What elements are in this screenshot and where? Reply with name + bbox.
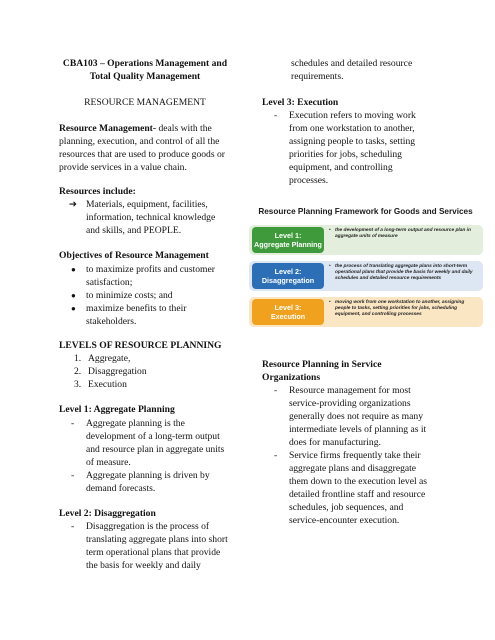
list-item: [59, 469, 244, 495]
level3-b1-line-6: processes.: [289, 175, 329, 186]
level2-continued: [291, 57, 481, 83]
level1-b2-line-1: Aggregate planning is driven by: [86, 470, 210, 481]
service-b1-line-2: service-providing organizations: [289, 398, 411, 409]
service-b1-line-1: Resource management for most: [289, 385, 411, 396]
dash-marker: -: [71, 470, 75, 481]
resources-list: [59, 198, 244, 237]
title-line-2: Total Quality Management: [89, 71, 201, 82]
service-b1-line-3: generally does not require as many: [289, 411, 423, 422]
level2-desc-line-2: operational plans that provide the basis for weekly and daily: [335, 269, 473, 275]
level2-list: [59, 520, 244, 572]
bullet-icon: ●: [71, 291, 76, 300]
service-b2-line-4: detailed frontline staff and resource: [289, 489, 426, 500]
list-item: 1. Aggregate,: [74, 353, 131, 364]
service-heading-line-2: Organizations: [262, 372, 321, 383]
definition-line-3: resources that are used to produce goods or: [59, 149, 225, 160]
definition-term: Resource Management-: [59, 123, 157, 134]
bullet-icon: •: [329, 300, 331, 305]
objective-1-line-1: to maximize profits and customer: [86, 264, 215, 275]
service-heading: [262, 358, 482, 384]
service-heading-line-1: Resource Planning in Service: [262, 359, 382, 370]
definition-paragraph: [59, 122, 244, 174]
level3-description: [329, 300, 485, 324]
level3-heading: Level 3: Execution: [262, 97, 339, 108]
bullet-icon: •: [329, 228, 331, 233]
list-item: [59, 263, 244, 289]
level2-b1-line-1: Disaggregation is the process of: [86, 521, 210, 532]
document-title: [52, 57, 238, 83]
level-name-1: Aggregate,: [88, 353, 131, 364]
level1-b1-line-2: development of a long-term output: [86, 431, 220, 442]
level3-b1-line-1: Execution refers to moving work: [289, 110, 416, 121]
dash-marker: -: [71, 418, 75, 429]
levels-heading: LEVELS OF RESOURCE PLANNING: [59, 340, 222, 351]
service-b2-line-2: aggregate plans and disaggregate: [289, 463, 417, 474]
objective-3-line-1: maximize benefits to their: [86, 303, 187, 314]
figure-title: Resource Planning Framework for Goods and Services: [258, 207, 473, 216]
service-b2-line-1: Service firms frequently take their: [289, 450, 421, 461]
service-b2-line-5: schedules, job sequences, and: [289, 502, 404, 513]
level2-desc-line-3: schedules and detailed resource requirements: [335, 275, 442, 281]
level1-b1-line-4: of measure.: [86, 457, 131, 468]
level3-badge-line-1: Level 3:: [274, 303, 302, 312]
framework-figure: [246, 205, 485, 331]
list-item: 3. Execution: [74, 379, 127, 390]
level1-description: [329, 228, 485, 252]
level2-cont-line-2: requirements.: [291, 71, 344, 82]
service-b1-line-4: intermediate levels of planning as it: [289, 424, 427, 435]
title-line-1: CBA103 – Operations Management and: [62, 58, 228, 69]
level3-b1-line-4: priorities for jobs, scheduling: [289, 149, 402, 160]
level3-b1-line-2: from one workstation to another,: [289, 123, 415, 134]
level1-desc-line-1: the development of a long-term output and resource plan in: [335, 228, 471, 233]
level2-badge-line-2: Disaggregation: [261, 276, 315, 285]
bullet-icon: ●: [71, 265, 76, 274]
level3-desc-line-3: equipment, and controlling processes: [335, 311, 422, 317]
level2-heading: Level 2: Disaggregation: [59, 508, 156, 519]
service-b2-line-6: service-encounter execution.: [289, 515, 400, 526]
bullet-icon: ●: [71, 304, 76, 313]
list-item: [59, 302, 244, 328]
objectives-list: [59, 263, 244, 328]
objectives-heading: Objectives of Resource Management: [59, 250, 209, 261]
level2-badge-line-1: Level 2:: [274, 267, 302, 276]
service-b1-line-5: does for manufacturing.: [289, 437, 381, 448]
list-item: [262, 384, 482, 449]
service-b2-line-3: them down to the execution level as: [289, 476, 428, 487]
level2-desc-line-1: the process of translating aggregate plans into short-term: [335, 264, 468, 269]
level3-list: [262, 109, 482, 187]
level3-badge: [252, 299, 324, 325]
objective-2-line-1: to minimize costs; and: [86, 290, 173, 301]
level1-badge-line-1: Level 1:: [274, 231, 302, 240]
level2-b1-line-4: the basis for weekly and daily: [86, 560, 201, 571]
figure-row-level3: [249, 297, 483, 327]
level1-b1-line-1: Aggregate planning is the: [86, 418, 185, 429]
section-subtitle: RESOURCE MANAGEMENT: [84, 97, 206, 108]
level1-badge: [252, 227, 324, 253]
level1-badge-line-2: Aggregate Planning: [254, 240, 322, 249]
level2-b1-line-3: term operational plans that provide: [86, 547, 221, 558]
resources-line-2: information, technical knowledge: [86, 212, 216, 223]
level1-b2-line-2: demand forecasts.: [86, 483, 156, 494]
level1-heading: Level 1: Aggregate Planning: [59, 404, 175, 415]
level3-badge-line-2: Execution: [270, 312, 306, 321]
service-list: [262, 384, 482, 527]
figure-row-level1: [249, 225, 483, 255]
resources-line-3: and skills, and PEOPLE.: [86, 225, 182, 236]
figure-row-level2: [249, 261, 483, 291]
level2-description: [329, 264, 485, 288]
resources-line-1: Materials, equipment, facilities,: [86, 199, 208, 210]
objective-1-line-2: satisfaction;: [86, 277, 133, 288]
dash-marker: -: [274, 450, 278, 461]
bullet-icon: •: [329, 264, 331, 269]
levels-list: [59, 352, 244, 391]
level1-list: [59, 417, 244, 495]
list-item: [59, 198, 244, 237]
resources-heading: Resources include:: [59, 186, 136, 197]
level1-desc-line-2: aggregate units of measure: [335, 233, 398, 239]
list-item: [59, 520, 244, 572]
level1-b1-line-3: and resource plan in aggregate units: [86, 444, 225, 455]
list-item: [262, 109, 482, 187]
level3-b1-line-5: equipment, and controlling: [289, 162, 393, 173]
level2-cont-line-1: schedules and detailed resource: [291, 58, 413, 69]
list-item: 2. Disaggregation: [74, 366, 147, 377]
dash-marker: -: [71, 521, 75, 532]
level2-b1-line-2: translating aggregate plans into short: [86, 534, 228, 545]
definition-line-1: deals with the: [156, 123, 212, 134]
list-item: [59, 417, 244, 469]
level-name-2: Disaggregation: [88, 366, 147, 377]
level2-badge: [252, 263, 324, 289]
objective-3-line-2: stakeholders.: [86, 316, 137, 327]
level3-desc-line-2: people to tasks, setting priorities for jobs, scheduling: [335, 305, 458, 311]
level-name-3: Execution: [88, 379, 127, 390]
arrow-icon: ➔: [69, 199, 78, 210]
list-item: [262, 449, 482, 527]
level3-b1-line-3: assigning people to tasks, setting: [289, 136, 416, 147]
dash-marker: -: [274, 385, 278, 396]
dash-marker: -: [274, 110, 278, 121]
level3-desc-line-1: moving work from one workstation to another, assigning: [335, 300, 465, 305]
definition-line-4: provide services in a value chain.: [59, 162, 187, 173]
definition-line-2: planning, execution, and control of all the: [59, 136, 220, 147]
list-item: [59, 289, 244, 302]
